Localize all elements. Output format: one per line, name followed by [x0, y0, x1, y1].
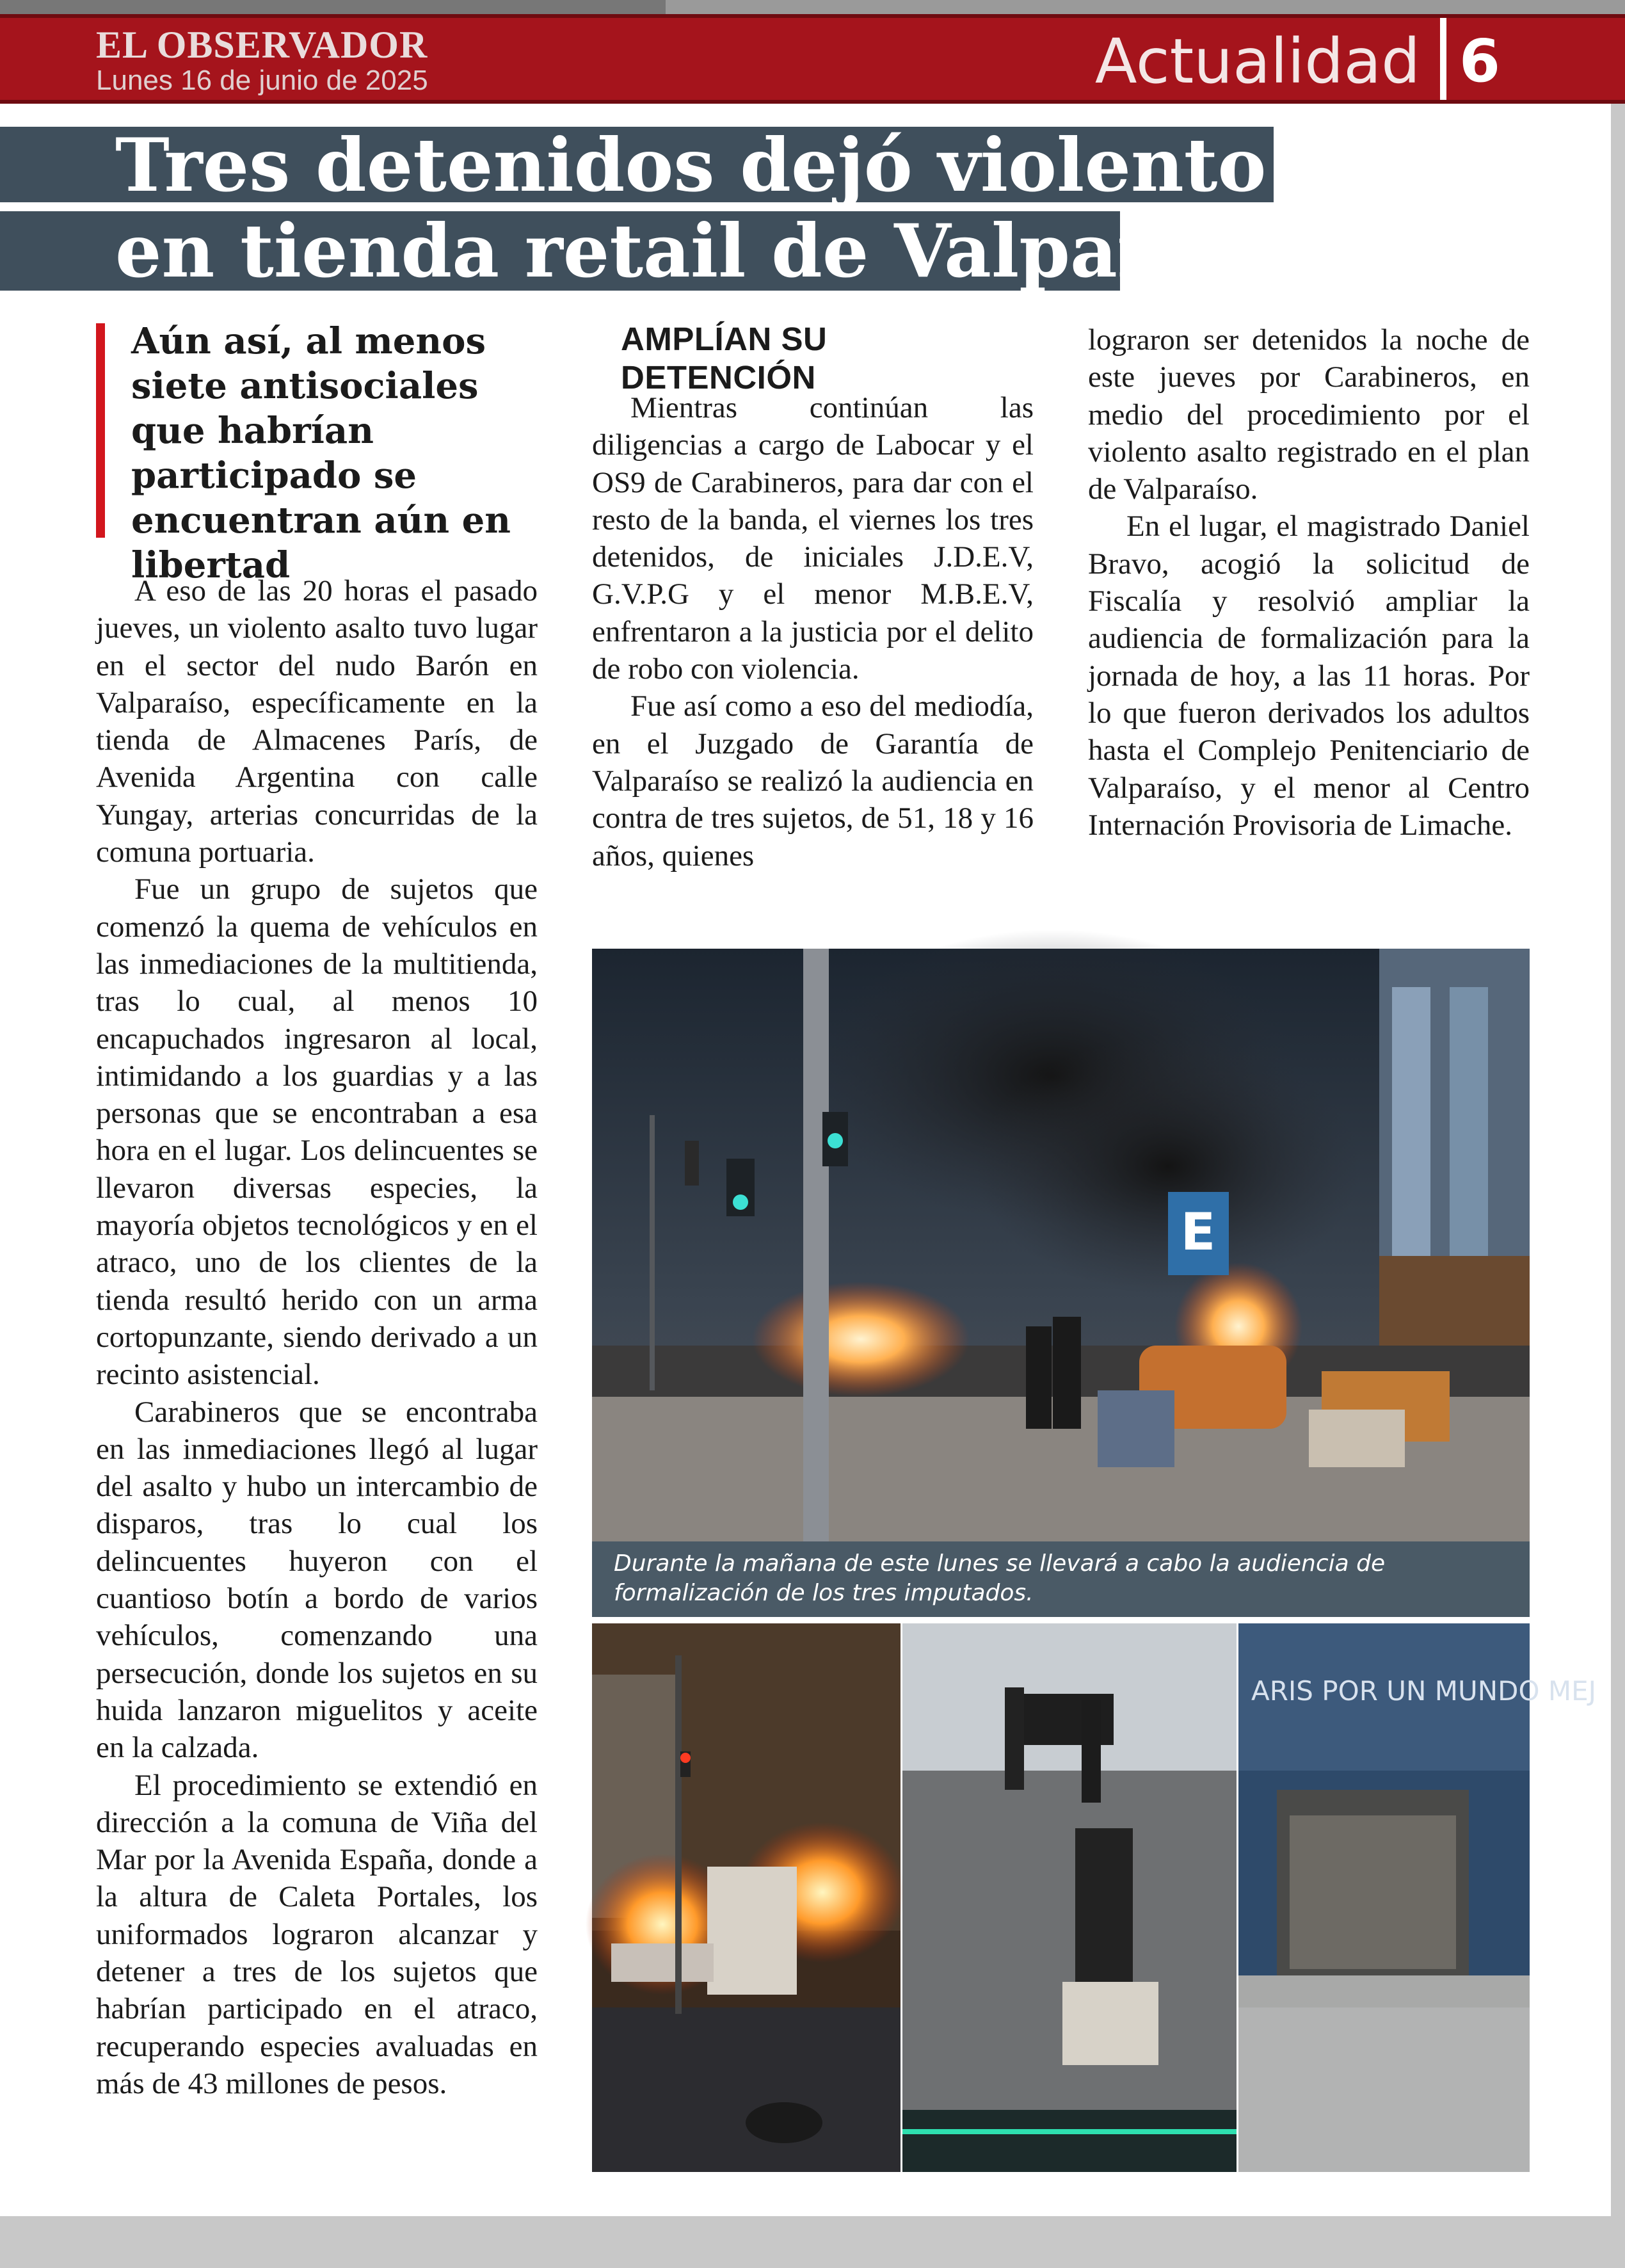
masthead	[0, 14, 1625, 104]
col2-paragraph: Mientras continúan las diligencias a cargo de Labocar y el OS9 de Carabineros, para dar con el resto de la banda, el viernes los tres detenidos, de iniciales J.D.E.V, G.V.P.G y el menor M.B.E.V, enfrentaron a la justicia por el delito de robo con violencia.	[592, 391, 1034, 686]
col3-paragraph: lograron ser detenidos la noche de este jueves por Carabineros, en medio del procedimiento por el violento asalto registrado en el plan de Valparaíso.	[1088, 323, 1530, 506]
col1-paragraph: A eso de las 20 horas el pasado jueves, un violento asalto tuvo lugar en el sector del nudo Barón en Valparaíso, específicamente en la tienda de Almacenes París, de Avenida Argentina con calle Yungay, arterias concurridas de la comuna portuaria.	[96, 574, 538, 869]
headline-line-1: Tres detenidos dejó violento asalto	[115, 122, 1538, 208]
col2-paragraph: Fue así como a eso del mediodía, en el Juzgado de Garantía de Valparaíso se realizó la audiencia en contra de tres sujetos, de 51, 18 y 16 años, quienes	[592, 689, 1034, 873]
paper-name: EL OBSERVADOR	[96, 24, 428, 66]
col1-paragraph: El procedimiento se extendió en dirección a la comuna de Viña del Mar por la Avenida España, donde a la altura de Caleta Portales, los uniformados lograron alcanzar y detener a tres de los sujetos que habrían participado en el atraco, recuperando especies avaluadas en más de 43 millones de pesos.	[96, 1768, 538, 2100]
burning-truck-illustration	[592, 1623, 901, 2172]
headline-line-2: en tienda retail de Valparaíso	[115, 208, 1321, 294]
top-strip	[0, 0, 1625, 14]
section-name: Actualidad	[1094, 26, 1420, 97]
main-photo	[592, 949, 1530, 1541]
top-strip-light	[666, 0, 1625, 14]
header-divider	[1440, 18, 1446, 100]
page-number: 6	[1459, 27, 1501, 95]
photo-caption: Durante la mañana de este lunes se llevará a cabo la audiencia de formalización de los tres imputados.	[592, 1541, 1530, 1617]
damaged-storefront-illustration	[1238, 1623, 1597, 2172]
col1-paragraph: Carabineros que se encontraba en las inmediaciones llegó al lugar del asalto y hubo un intercambio de disparos, tras lo cual los delincuentes huyeron con el cuantioso botín a bordo de varios vehículos, comenzando una persecución, donde los sujetos en su huida lanzaron miguelitos y aceite en la calzada.	[96, 1395, 538, 1765]
col1-paragraph: Fue un grupo de sujetos que comenzó la quema de vehículos en las inmediaciones de la multitienda, tras lo cual, al menos 10 encapuchados ingresaron al local, intimidando a los guardias y a las personas que se encontraban a esa hora en el lugar. Los delincuentes se llevaron diversas especies, la mayoría objetos tecnológicos y en el atraco, uno de los clientes de la tienda resultó herido con un arma cortopunzante, siendo derivado a un recinto asistencial.	[96, 873, 538, 1392]
burning-street-illustration	[592, 949, 1530, 1541]
looters-interior-illustration	[902, 1623, 1237, 2172]
col3-paragraph: En el lugar, el magistrado Daniel Bravo, acogió la solicitud de Fiscalía y resolvió ampliar la audiencia de formalización para la jornada de hoy, a las 11 horas. Por lo que fueron derivados los adultos hasta el Complejo Penitenciario de Valparaíso, y el menor al Centro Internación Provisoria de Limache.	[1088, 510, 1530, 842]
column-3	[1088, 321, 1530, 844]
article-lead: Aún así, al menos siete antisociales que habrían participado se encuentran aún en libertad	[131, 320, 511, 586]
column-2	[592, 389, 1034, 874]
lead-accent-bar	[96, 323, 105, 538]
store-banner-text: ARIS POR UN MUNDO MEJ	[1251, 1675, 1597, 1707]
photo-looters-interior	[902, 1623, 1237, 2172]
parking-sign-letter: E	[1180, 1202, 1216, 1262]
issue-date: Lunes 16 de junio de 2025	[96, 65, 428, 96]
photo-burning-truck	[592, 1623, 901, 2172]
column-1	[96, 572, 538, 2102]
photo-damaged-storefront	[1238, 1623, 1597, 2172]
subhead: AMPLÍAN SU DETENCIÓN	[621, 321, 828, 396]
